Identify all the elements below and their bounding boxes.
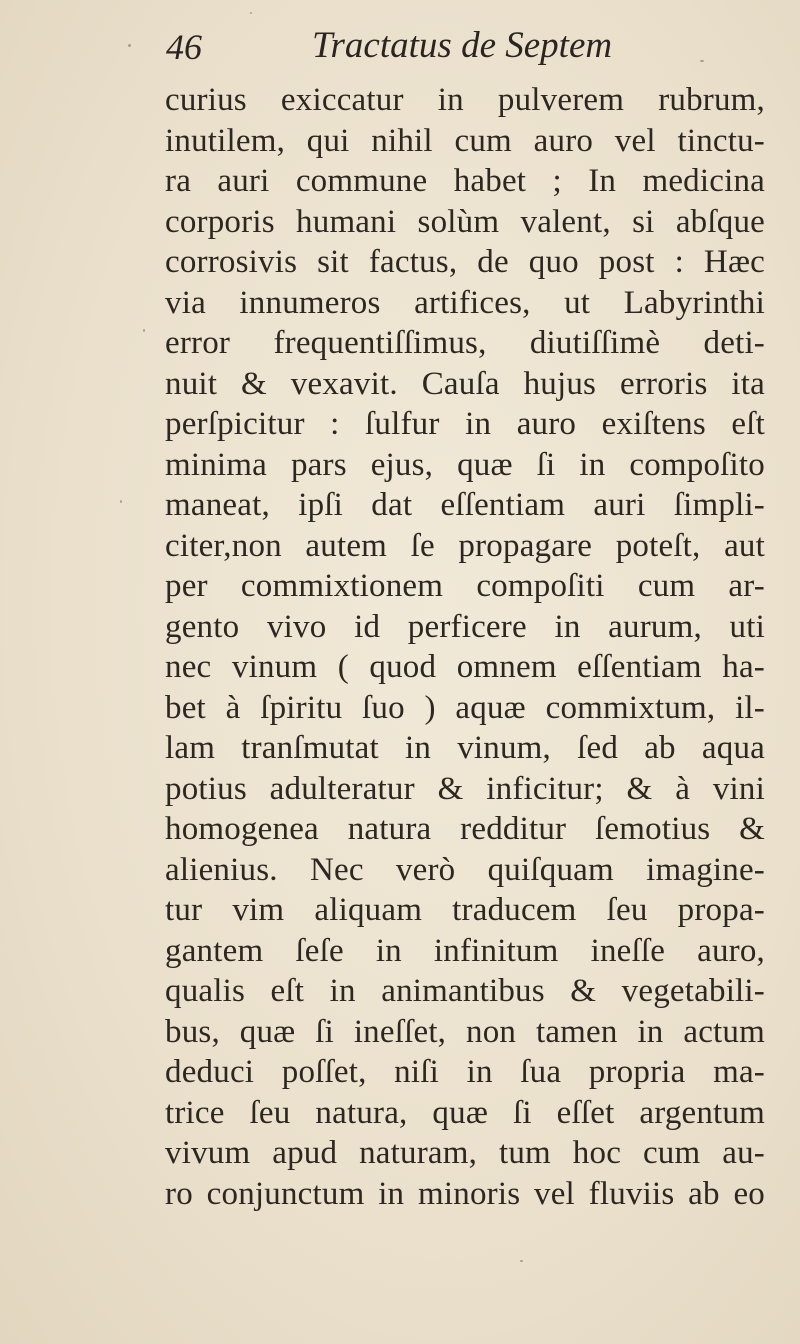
- body-text: [165, 80, 765, 1214]
- text-line: tur vim aliquam traducem ſeu propa-: [165, 892, 765, 928]
- text-line: vivum apud naturam, tum hoc cum au-: [165, 1135, 765, 1171]
- text-line: alienius. Nec verò quiſquam imagine-: [165, 851, 765, 888]
- text-line: inutilem, qui nihil cum auro vel tinctu-: [165, 122, 765, 159]
- text-line: deduci poſſet, niſi in ſua propria ma-: [165, 1054, 765, 1090]
- text-line: nuit & vexavit. Cauſa hujus erroris ita: [165, 365, 765, 402]
- text-line: ro conjunctum in minoris vel fluviis ab eo: [165, 1175, 765, 1212]
- text-line: corporis humani solùm valent, si abſque: [165, 203, 765, 240]
- text-line: homogenea natura redditur ſemotius &: [165, 811, 765, 847]
- text-line: gantem ſeſe in infinitum ineſſe auro,: [165, 932, 765, 969]
- text-line: bus, quæ ſi ineſſet, non tamen in actum: [165, 1013, 765, 1050]
- text-line: ra auri commune habet ; In medicina: [165, 163, 765, 199]
- page-number: 46: [166, 27, 202, 67]
- text-line: potius adulteratur & inficitur; & à vini: [165, 770, 765, 807]
- paper-speck: [700, 60, 704, 62]
- text-line: perſpicitur : ſulfur in auro exiſtens eſt: [165, 406, 765, 442]
- text-line: qualis eſt in animantibus & vegetabili-: [165, 973, 765, 1009]
- text-line: citer,non autem ſe propagare poteſt, aut: [165, 527, 765, 564]
- text-line: gento vivo id perficere in aurum, uti: [165, 608, 765, 645]
- text-line: bet à ſpiritu ſuo ) aquæ commixtum, il-: [165, 689, 765, 726]
- text-line: error frequentiſſimus, diutiſſimè deti-: [165, 325, 765, 361]
- text-line: corrosivis sit factus, de quo post : Hæc: [165, 244, 765, 280]
- text-line: trice ſeu natura, quæ ſi eſſet argentum: [165, 1094, 765, 1131]
- text-line: maneat, ipſi dat eſſentiam auri ſimpli-: [165, 487, 765, 523]
- text-line: lam tranſmutat in vinum, ſed ab aqua: [165, 730, 765, 766]
- text-line: minima pars ejus, quæ ſi in compoſito: [165, 446, 765, 483]
- paper-speck: [120, 500, 122, 503]
- page-header: [160, 20, 720, 74]
- paper-speck: [520, 1260, 523, 1262]
- text-line: nec vinum ( quod omnem eſſentiam ha-: [165, 649, 765, 685]
- running-title: Tractatus de Septem: [312, 25, 613, 66]
- paper-speck: [143, 329, 145, 332]
- paper-speck: [128, 44, 131, 47]
- paper-speck: [250, 12, 252, 14]
- text-line: curius exiccatur in pulverem rubrum,: [165, 82, 765, 118]
- text-line: via innumeros artifices, ut Labyrinthi: [165, 284, 765, 321]
- text-line: per commixtionem compoſiti cum ar-: [165, 568, 765, 604]
